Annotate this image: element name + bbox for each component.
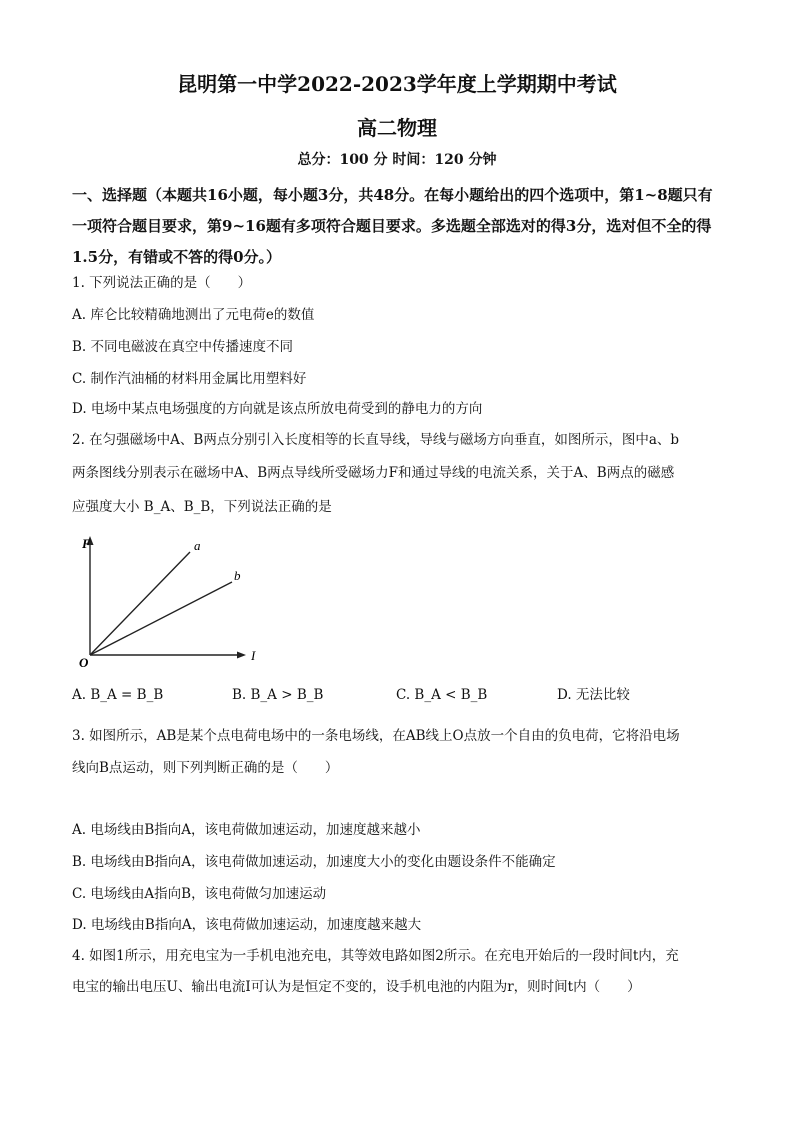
origin-label: O [79, 655, 89, 670]
q4-line1: 4. 如图1所示，用充电宝为一手机电池充电，其等效电路如图2所示。在充电开始后的一段时间t内，充 [72, 948, 679, 964]
section1-instructions: 一、选择题（本题共16小题，每小题3分，共48分。在每小题给出的四个选项中，第1~8题只有一项符合题目要求，第9~16题有多项符合题目要求。多选题全部选对的得3分，选对但不全的得1.5分，有错或不答的得0分。） [72, 186, 713, 266]
q1-option-a: A. 库仑比较精确地测出了元电荷e的数值 [72, 307, 315, 323]
line-a [90, 552, 190, 655]
x-axis-arrow-icon [237, 652, 246, 659]
x-axis-label: I [251, 648, 256, 663]
q2-line3: 应强度大小 B_A、B_B，下列说法正确的是 [72, 499, 332, 515]
q2-option-a: A. B_A = B_B [72, 687, 164, 703]
q1-option-b: B. 不同电磁波在真空中传播速度不同 [72, 339, 294, 355]
q2-line2: 两条图线分别表示在磁场中A、B两点导线所受磁场力F和通过导线的电流关系，关于A、B两点的磁感 [72, 465, 675, 481]
exam-title: 昆明第一中学2022-2023学年度上学期期中考试 [177, 72, 617, 96]
q3-option-c: C. 电场线由A指向B，该电荷做匀加速运动 [72, 886, 327, 902]
q3-line1: 3. 如图所示，AB是某个点电荷电场中的一条电场线，在AB线上O点放一个自由的负电荷，它将沿电场 [72, 728, 680, 744]
q4-line2: 电宝的输出电压U、输出电流I可认为是恒定不变的，设手机电池的内阻为r，则时间t内（ ） [72, 979, 641, 995]
q1-stem: 1. 下列说法正确的是（ ） [72, 275, 252, 291]
q1-option-d: D. 电场中某点电场强度的方向就是该点所放电荷受到的静电力的方向 [72, 401, 483, 417]
q2-line1: 2. 在匀强磁场中A、B两点分别引入长度相等的长直导线，导线与磁场方向垂直，如图所示，图中a、b [72, 432, 680, 448]
y-axis-label: F [82, 536, 91, 551]
line-a-label: a [194, 538, 201, 553]
line-b [90, 582, 232, 655]
q2-option-c: C. B_A < B_B [396, 687, 488, 703]
exam-subject: 高二物理 [357, 116, 437, 140]
line-b-label: b [234, 568, 241, 583]
q3-option-b: B. 电场线由B指向A，该电荷做加速运动，加速度大小的变化由题设条件不能确定 [72, 854, 556, 870]
q2-option-d: D. 无法比较 [557, 687, 630, 703]
q2-option-b: B. B_A > B_B [232, 687, 324, 703]
q3-option-d: D. 电场线由B指向A，该电荷做加速运动，加速度越来越大 [72, 917, 422, 933]
q1-option-c: C. 制作汽油桶的材料用金属比用塑料好 [72, 371, 307, 387]
exam-meta: 总分：100 分 时间：120 分钟 [297, 152, 497, 168]
q2-figure-f-i-graph [70, 530, 270, 670]
q3-option-a: A. 电场线由B指向A，该电荷做加速运动，加速度越来越小 [72, 822, 421, 838]
q3-line2: 线向B点运动，则下列判断正确的是（ ） [72, 760, 339, 776]
